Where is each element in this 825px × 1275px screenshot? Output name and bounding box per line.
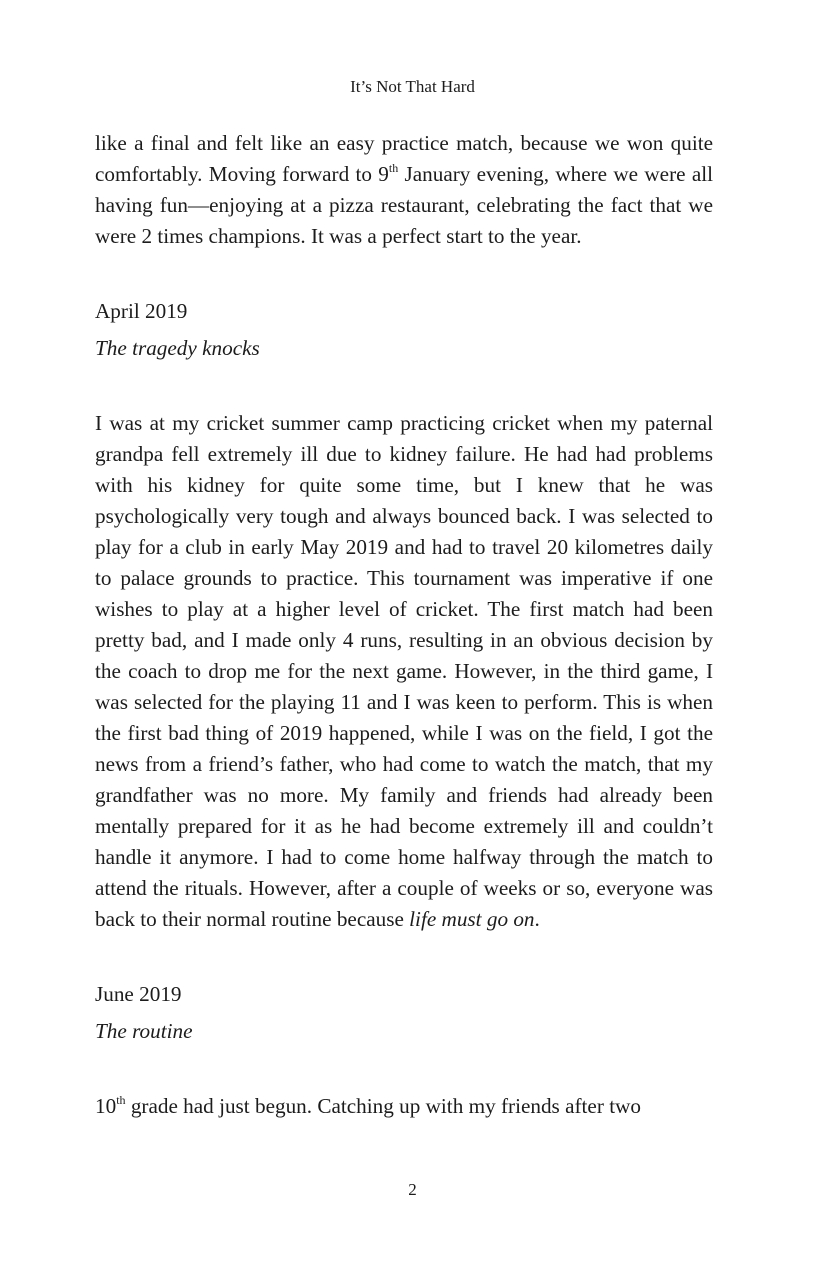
section-paragraph-text: grade had just begun. Catching up with my friends after two: [125, 1094, 641, 1118]
grade-number: 10: [95, 1094, 117, 1118]
opening-text-part-2: January evening, where we were all having fun—enjoying at a pizza restaurant, celebrating the fact that we were 2 times champions. It was a perfect start to the year.: [95, 162, 713, 248]
section-paragraph-emphasis: life must go on: [409, 907, 535, 931]
page-number: 2: [408, 1180, 417, 1199]
section-subtitle: The tragedy knocks: [95, 336, 260, 360]
section-paragraph: [95, 408, 713, 935]
section-date: April 2019: [95, 299, 188, 323]
section-paragraph-end: .: [534, 907, 540, 931]
ordinal-suffix: th: [116, 1092, 126, 1107]
section-paragraph: [95, 1091, 713, 1122]
section-june-2019: [95, 979, 713, 1122]
section-paragraph-text: I was at my cricket summer camp practicing cricket when my paternal grandpa fell extremely ill due to kidney failure. He had had problems with his kidney for quite some time, but I knew that he was psychologically very tough and always bounced back. I was selected to play for a club in early May 2019 and had to travel 20 kilometres daily to palace grounds to practice. This tournament was imperative if one wishes to play at a higher level of cricket. The first match had been pretty bad, and I made only 4 runs, resulting in an obvious decision by the coach to drop me for the next game. However, in the third game, I was selected for the playing 11 and I was keen to perform. This is when the first bad thing of 2019 happened, while I was on the field, I got the news from a friend’s father, who had come to watch the match, that my grandfather was no more. My family and friends had already been mentally prepared for it as he had become extremely ill and couldn’t handle it anymore. I had to come home halfway through the match to attend the rituals. However, after a couple of weeks or so, everyone was back to their normal routine because: [95, 411, 713, 931]
section-subtitle: The routine: [95, 1019, 193, 1043]
opening-paragraph: [95, 128, 713, 252]
ordinal-suffix: th: [388, 160, 399, 175]
section-date: June 2019: [95, 982, 182, 1006]
running-head: It’s Not That Hard: [350, 77, 475, 96]
page-body: [95, 128, 713, 1122]
opening-text-part-1: like a final and felt like an easy practice match, because we won quite comfortably. Moving forward to 9: [95, 131, 713, 186]
section-april-2019: [95, 296, 713, 935]
